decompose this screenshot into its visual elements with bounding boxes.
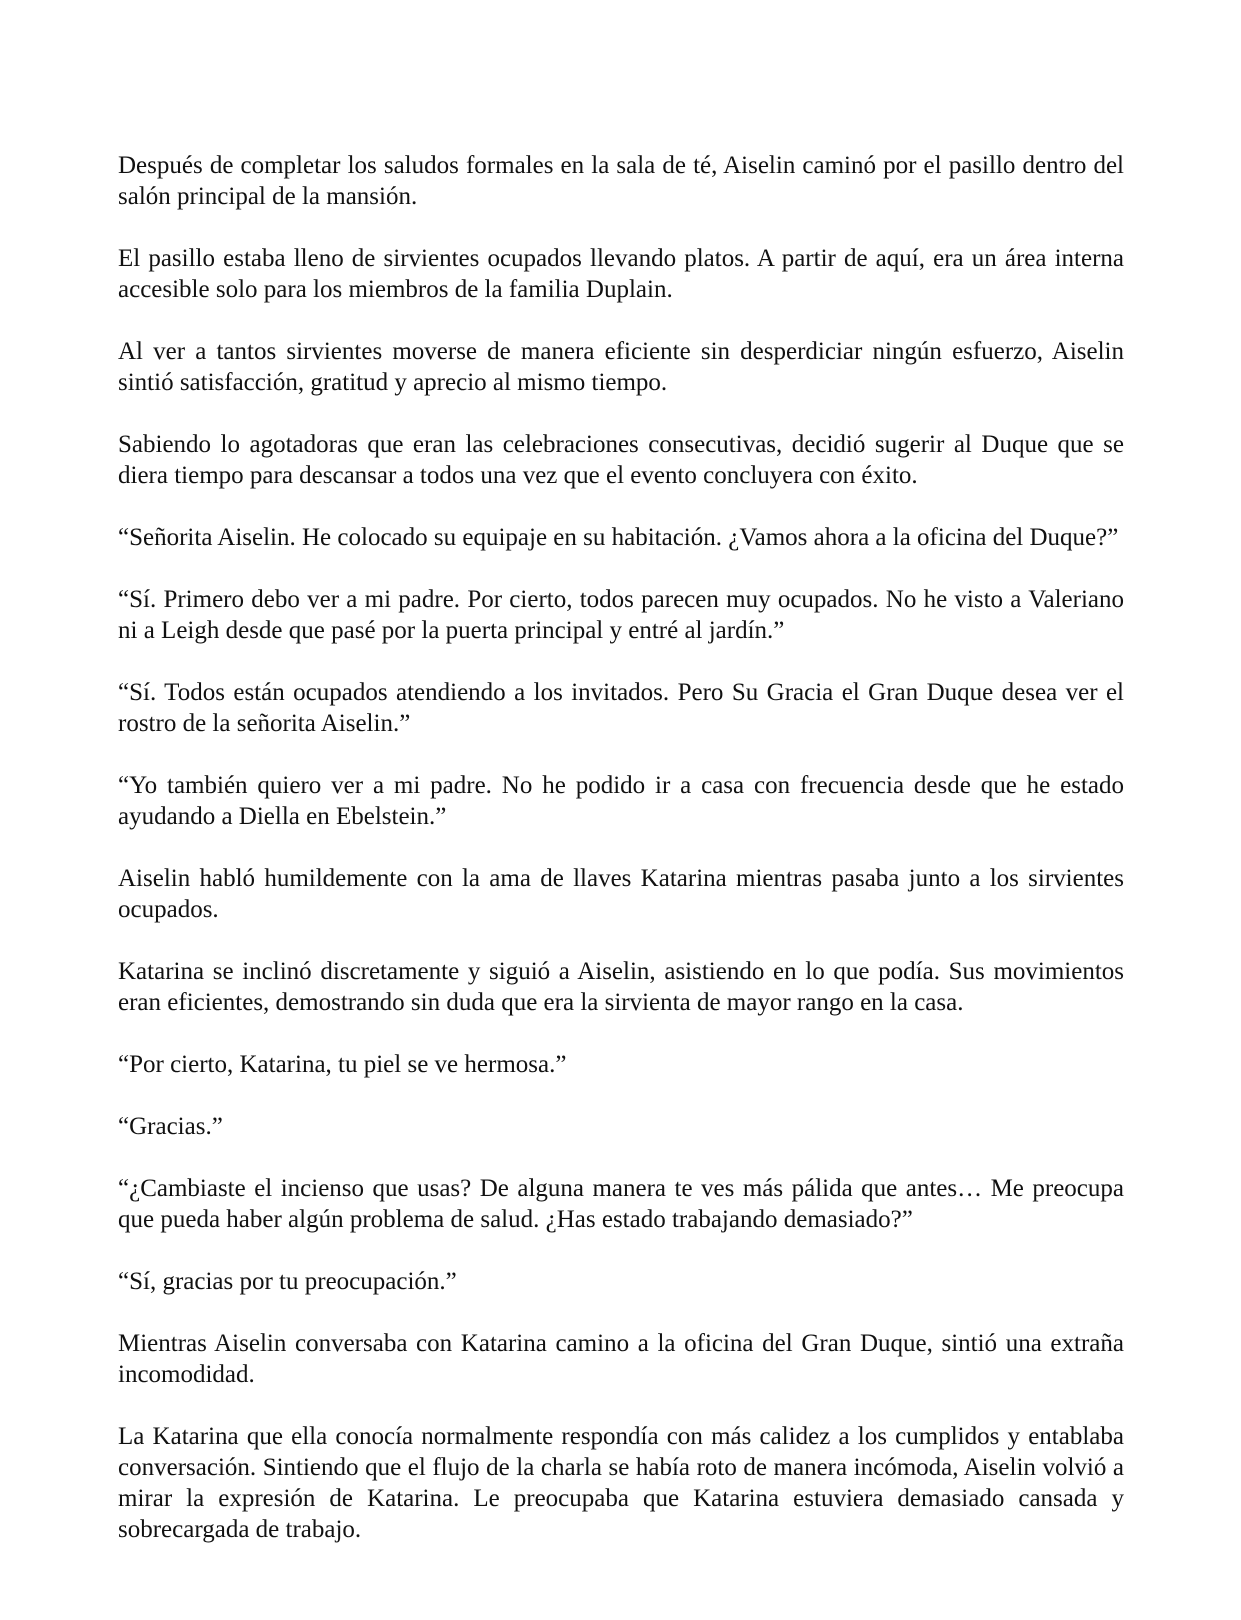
body-text [118, 150, 1124, 1545]
paragraph-8: “Yo también quiero ver a mi padre. No he podido ir a casa con frecuencia desde que he estado ayudando a Diella en Ebelstein.” [118, 772, 1124, 830]
paragraph-4: Sabiendo lo agotadoras que eran las celebraciones consecutivas, decidió sugerir al Duque que se diera tiempo para descansar a todos una vez que el evento concluyera con éxito. [118, 431, 1124, 489]
paragraph-3: Al ver a tantos sirvientes moverse de manera eficiente sin desperdiciar ningún esfuerzo, Aiselin sintió satisfacción, gratitud y aprecio al mismo tiempo. [118, 338, 1124, 396]
paragraph-2: El pasillo estaba lleno de sirvientes ocupados llevando platos. A partir de aquí, era un área interna accesible solo para los miembros de la familia Duplain. [118, 245, 1124, 303]
paragraph-7: “Sí. Todos están ocupados atendiendo a los invitados. Pero Su Gracia el Gran Duque desea ver el rostro de la señorita Aiselin.” [118, 679, 1124, 737]
paragraph-15: Mientras Aiselin conversaba con Katarina camino a la oficina del Gran Duque, sintió una extraña incomodidad. [118, 1330, 1124, 1388]
paragraph-13: “¿Cambiaste el incienso que usas? De alguna manera te ves más pálida que antes… Me preocupa que pueda haber algún problema de salud. ¿Has estado trabajando demasiado?” [118, 1175, 1124, 1233]
paragraph-5: “Señorita Aiselin. He colocado su equipaje en su habitación. ¿Vamos ahora a la oficina del Duque?” [118, 524, 1119, 551]
paragraph-12: “Gracias.” [118, 1113, 223, 1140]
paragraph-11: “Por cierto, Katarina, tu piel se ve hermosa.” [118, 1051, 567, 1078]
paragraph-6: “Sí. Primero debo ver a mi padre. Por cierto, todos parecen muy ocupados. No he visto a Valeriano ni a Leigh desde que pasé por la puerta principal y entré al jardín.” [118, 586, 1124, 644]
paragraph-10: Katarina se inclinó discretamente y siguió a Aiselin, asistiendo en lo que podía. Sus movimientos eran eficientes, demostrando sin duda que era la sirvienta de mayor rango en la casa. [118, 958, 1124, 1016]
paragraph-9: Aiselin habló humildemente con la ama de llaves Katarina mientras pasaba junto a los sirvientes ocupados. [118, 865, 1124, 923]
paragraph-16: La Katarina que ella conocía normalmente respondía con más calidez a los cumplidos y entablaba conversación. Sintiendo que el flujo de la charla se había roto de manera incómoda, Aiselin volvió a mirar la expresión de Katarina. Le preocupaba que Katarina estuviera demasiado cansada y sobrecargada de trabajo. [118, 1423, 1124, 1543]
paragraph-14: “Sí, gracias por tu preocupación.” [118, 1268, 457, 1295]
paragraph-1: Después de completar los saludos formales en la sala de té, Aiselin caminó por el pasillo dentro del salón principal de la mansión. [118, 152, 1124, 210]
